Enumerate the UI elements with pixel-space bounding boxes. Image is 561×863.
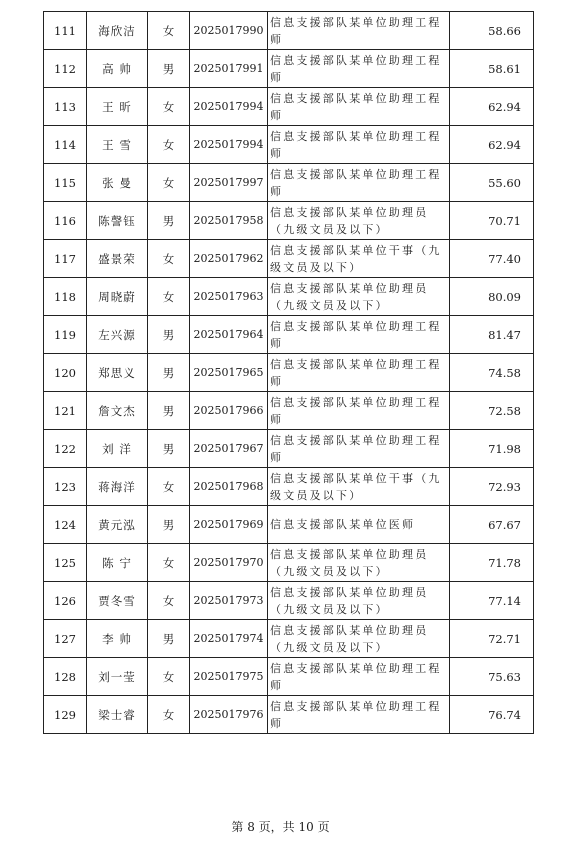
cell-gender: 男	[148, 430, 190, 468]
cell-exam-id: 2025017974	[190, 620, 268, 658]
table-row	[44, 582, 534, 620]
cell-gender: 女	[148, 126, 190, 164]
cell-score: 62.94	[450, 126, 534, 164]
cell-exam-id: 2025017990	[190, 12, 268, 50]
cell-gender: 男	[148, 50, 190, 88]
cell-score: 81.47	[450, 316, 534, 354]
cell-exam-id: 2025017962	[190, 240, 268, 278]
cell-exam-id: 2025017967	[190, 430, 268, 468]
cell-number: 115	[44, 164, 87, 202]
cell-position: 信息支援部队某单位助理员（九级文员及以下）	[268, 278, 450, 316]
cell-score: 72.93	[450, 468, 534, 506]
cell-number: 129	[44, 696, 87, 734]
cell-position: 信息支援部队某单位助理工程师	[268, 658, 450, 696]
cell-number: 124	[44, 506, 87, 544]
cell-score: 74.58	[450, 354, 534, 392]
cell-name: 高 帅	[87, 50, 148, 88]
cell-gender: 女	[148, 164, 190, 202]
cell-position: 信息支援部队某单位助理工程师	[268, 12, 450, 50]
cell-score: 58.66	[450, 12, 534, 50]
table-row	[44, 392, 534, 430]
cell-name: 海欣洁	[87, 12, 148, 50]
cell-score: 62.94	[450, 88, 534, 126]
cell-gender: 女	[148, 468, 190, 506]
cell-name: 王 昕	[87, 88, 148, 126]
cell-name: 王 雪	[87, 126, 148, 164]
results-table-container	[43, 11, 521, 734]
table-row	[44, 430, 534, 468]
cell-name: 郑思义	[87, 354, 148, 392]
cell-name: 李 帅	[87, 620, 148, 658]
cell-gender: 女	[148, 658, 190, 696]
cell-name: 陈謦钰	[87, 202, 148, 240]
cell-gender: 女	[148, 544, 190, 582]
cell-gender: 男	[148, 316, 190, 354]
cell-position: 信息支援部队某单位助理工程师	[268, 126, 450, 164]
cell-number: 127	[44, 620, 87, 658]
cell-position: 信息支援部队某单位助理工程师	[268, 354, 450, 392]
cell-position: 信息支援部队某单位干事（九级文员及以下）	[268, 240, 450, 278]
cell-score: 58.61	[450, 50, 534, 88]
cell-position: 信息支援部队某单位助理工程师	[268, 392, 450, 430]
cell-name: 黄元泓	[87, 506, 148, 544]
cell-gender: 女	[148, 240, 190, 278]
table-row	[44, 202, 534, 240]
table-row	[44, 658, 534, 696]
cell-position: 信息支援部队某单位助理员（九级文员及以下）	[268, 582, 450, 620]
cell-position: 信息支援部队某单位助理工程师	[268, 430, 450, 468]
cell-position: 信息支援部队某单位助理工程师	[268, 164, 450, 202]
cell-exam-id: 2025017965	[190, 354, 268, 392]
cell-exam-id: 2025017968	[190, 468, 268, 506]
cell-exam-id: 2025017958	[190, 202, 268, 240]
cell-score: 67.67	[450, 506, 534, 544]
cell-score: 72.71	[450, 620, 534, 658]
cell-exam-id: 2025017966	[190, 392, 268, 430]
cell-position: 信息支援部队某单位助理工程师	[268, 316, 450, 354]
cell-number: 120	[44, 354, 87, 392]
cell-exam-id: 2025017973	[190, 582, 268, 620]
cell-gender: 男	[148, 506, 190, 544]
table-row	[44, 88, 534, 126]
cell-number: 114	[44, 126, 87, 164]
cell-number: 116	[44, 202, 87, 240]
cell-name: 贾冬雪	[87, 582, 148, 620]
cell-number: 126	[44, 582, 87, 620]
cell-name: 刘 洋	[87, 430, 148, 468]
cell-gender: 男	[148, 354, 190, 392]
table-row	[44, 278, 534, 316]
cell-exam-id: 2025017975	[190, 658, 268, 696]
cell-gender: 女	[148, 696, 190, 734]
cell-name: 左兴源	[87, 316, 148, 354]
cell-name: 梁士睿	[87, 696, 148, 734]
cell-position: 信息支援部队某单位助理工程师	[268, 88, 450, 126]
table-row	[44, 468, 534, 506]
cell-exam-id: 2025017994	[190, 126, 268, 164]
cell-gender: 女	[148, 12, 190, 50]
cell-name: 盛景荣	[87, 240, 148, 278]
cell-name: 陈 宁	[87, 544, 148, 582]
cell-number: 125	[44, 544, 87, 582]
cell-score: 76.74	[450, 696, 534, 734]
cell-number: 121	[44, 392, 87, 430]
cell-score: 70.71	[450, 202, 534, 240]
cell-number: 113	[44, 88, 87, 126]
cell-score: 77.40	[450, 240, 534, 278]
cell-exam-id: 2025017976	[190, 696, 268, 734]
table-row	[44, 12, 534, 50]
cell-position: 信息支援部队某单位医师	[268, 506, 450, 544]
cell-gender: 男	[148, 392, 190, 430]
cell-gender: 男	[148, 202, 190, 240]
table-row	[44, 126, 534, 164]
results-table-body	[44, 12, 534, 734]
cell-number: 111	[44, 12, 87, 50]
table-row	[44, 506, 534, 544]
table-row	[44, 544, 534, 582]
cell-number: 118	[44, 278, 87, 316]
cell-position: 信息支援部队某单位助理工程师	[268, 696, 450, 734]
table-row	[44, 620, 534, 658]
cell-exam-id: 2025017994	[190, 88, 268, 126]
cell-score: 75.63	[450, 658, 534, 696]
table-row	[44, 354, 534, 392]
cell-position: 信息支援部队某单位干事（九级文员及以下）	[268, 468, 450, 506]
cell-name: 周晓蔚	[87, 278, 148, 316]
cell-number: 112	[44, 50, 87, 88]
table-row	[44, 240, 534, 278]
cell-exam-id: 2025017970	[190, 544, 268, 582]
cell-number: 123	[44, 468, 87, 506]
cell-score: 71.98	[450, 430, 534, 468]
cell-exam-id: 2025017997	[190, 164, 268, 202]
cell-score: 71.78	[450, 544, 534, 582]
cell-name: 刘一莹	[87, 658, 148, 696]
cell-score: 72.58	[450, 392, 534, 430]
cell-score: 80.09	[450, 278, 534, 316]
cell-number: 122	[44, 430, 87, 468]
cell-gender: 女	[148, 582, 190, 620]
page-footer: 第 8 页，共 10 页	[231, 820, 330, 834]
cell-number: 128	[44, 658, 87, 696]
cell-name: 詹文杰	[87, 392, 148, 430]
cell-exam-id: 2025017991	[190, 50, 268, 88]
table-row	[44, 50, 534, 88]
results-table	[43, 11, 534, 734]
table-row	[44, 316, 534, 354]
cell-name: 蒋海洋	[87, 468, 148, 506]
cell-exam-id: 2025017969	[190, 506, 268, 544]
table-row	[44, 164, 534, 202]
cell-exam-id: 2025017963	[190, 278, 268, 316]
cell-gender: 女	[148, 88, 190, 126]
cell-exam-id: 2025017964	[190, 316, 268, 354]
table-row	[44, 696, 534, 734]
cell-score: 77.14	[450, 582, 534, 620]
cell-gender: 男	[148, 620, 190, 658]
cell-number: 119	[44, 316, 87, 354]
cell-gender: 女	[148, 278, 190, 316]
cell-position: 信息支援部队某单位助理员（九级文员及以下）	[268, 202, 450, 240]
cell-name: 张 曼	[87, 164, 148, 202]
cell-score: 55.60	[450, 164, 534, 202]
cell-position: 信息支援部队某单位助理员（九级文员及以下）	[268, 620, 450, 658]
cell-number: 117	[44, 240, 87, 278]
cell-position: 信息支援部队某单位助理员（九级文员及以下）	[268, 544, 450, 582]
cell-position: 信息支援部队某单位助理工程师	[268, 50, 450, 88]
